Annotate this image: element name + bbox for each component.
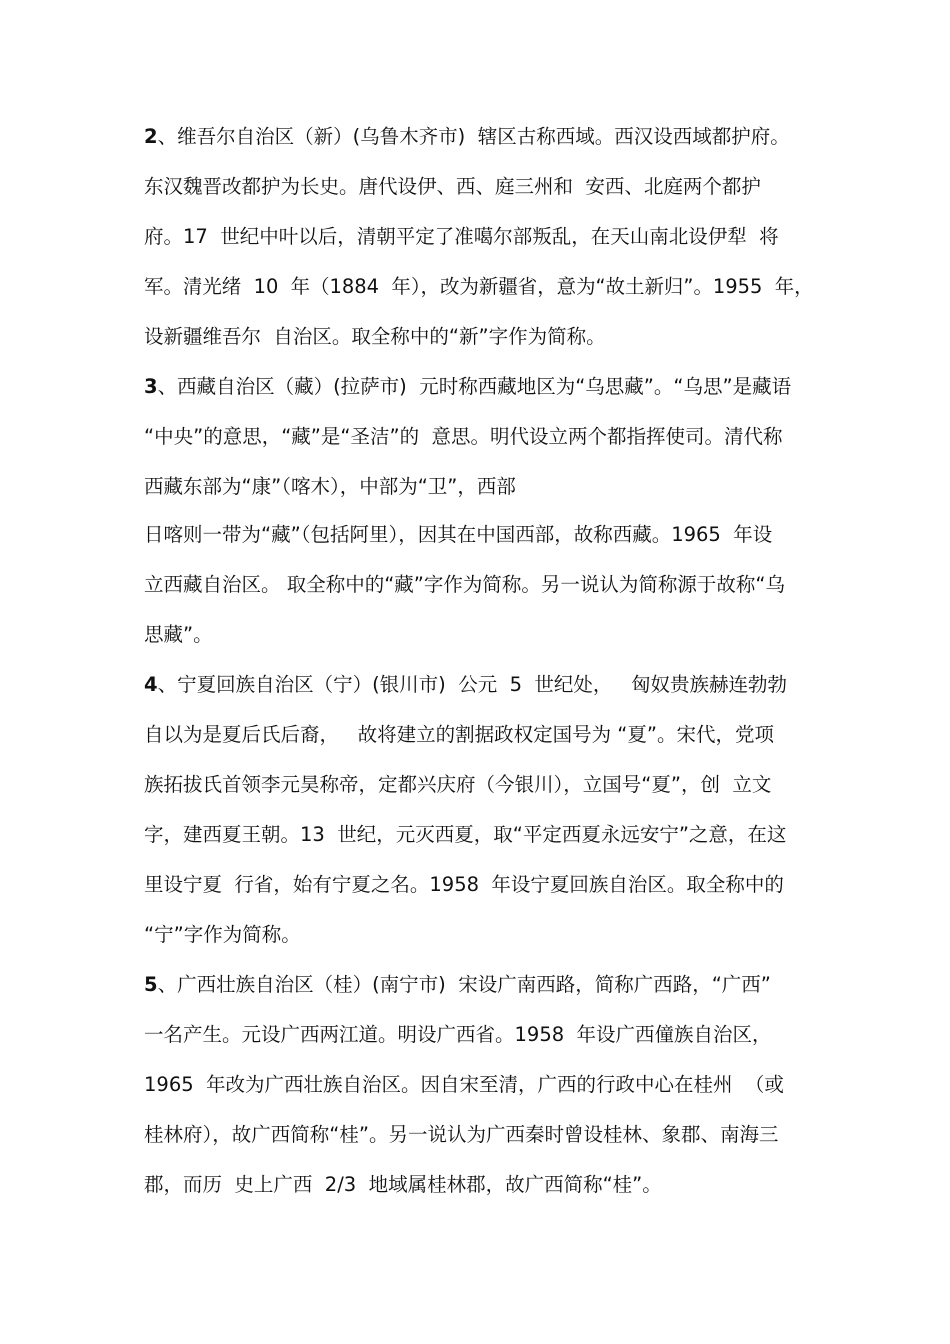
section-number: 4 (144, 673, 158, 696)
paragraph-line (144, 872, 814, 898)
line-text: 1965 年改为广西壮族自治区。因自宋至清，广西的行政中心在桂州 （或 (144, 1073, 784, 1096)
paragraph-line (144, 1122, 814, 1148)
line-text: 里设宁夏 行省，始有宁夏之名。1958 年设宁夏回族自治区。取全称中的 (144, 873, 784, 896)
paragraph-line (144, 972, 814, 998)
line-text: 郡，而历 史上广西 2/3 地域属桂林郡，故广西简称“桂”。 (144, 1173, 662, 1196)
paragraph-line (144, 474, 814, 500)
paragraph-line (144, 174, 814, 200)
line-text: 、宁夏回族自治区（宁）(银川市) 公元 5 世纪处， 匈奴贵族赫连勃勃 (157, 673, 787, 696)
paragraph-line (144, 324, 814, 350)
section-number: 2 (144, 125, 158, 148)
line-text: 府。17 世纪中叶以后，清朝平定了准噶尔部叛乱，在天山南北设伊犁 将 (144, 225, 779, 248)
line-text: 思藏”。 (144, 623, 213, 646)
line-text: 字，建西夏王朝。13 世纪，元灭西夏，取“平定西夏永远安宁”之意，在这 (144, 823, 787, 846)
paragraph-line (144, 1022, 814, 1048)
line-text: 军。清光绪 10 年（1884 年），改为新疆省，意为“故土新归”。1955 年， (144, 275, 814, 298)
line-text: 一名产生。元设广西两江道。明设广西省。1958 年设广西僮族自治区， (144, 1023, 772, 1046)
paragraph-line (144, 1172, 814, 1198)
paragraph-line (144, 922, 814, 948)
line-text: “宁”字作为简称。 (144, 923, 301, 946)
line-text: 自以为是夏后氏后裔， 故将建立的割据政权定国号为 “夏”。宋代，党项 (144, 723, 774, 746)
paragraph-line (144, 722, 814, 748)
paragraph-line (144, 124, 814, 150)
paragraph-line (144, 822, 814, 848)
paragraph-line (144, 374, 814, 400)
paragraph-line (144, 424, 814, 450)
paragraph-line (144, 224, 814, 250)
paragraph-line (144, 572, 814, 598)
line-text: 、维吾尔自治区（新）(乌鲁木齐市) 辖区古称西域。西汉设西域都护府。 (157, 125, 790, 148)
paragraph-line (144, 622, 814, 648)
line-text: 西藏东部为“康”（喀木），中部为“卫”，西部 (144, 475, 516, 498)
line-text: 、广西壮族自治区（桂）(南宁市) 宋设广南西路，简称广西路，“广西” (157, 973, 771, 996)
line-text: 日喀则一带为“藏”（包括阿里），因其在中国西部，故称西藏。1965 年设 (144, 523, 773, 546)
line-text: 设新疆维吾尔 自治区。取全称中的“新”字作为简称。 (144, 325, 606, 348)
paragraph-line (144, 1072, 814, 1098)
line-text: 桂林府），故广西简称“桂”。另一说认为广西秦时曾设桂林、象郡、南海三 (144, 1123, 779, 1146)
paragraph-line (144, 274, 812, 300)
line-text: “中央”的意思，“藏”是“圣洁”的 意思。明代设立两个都指挥使司。清代称 (144, 425, 783, 448)
section-number: 3 (144, 375, 158, 398)
line-text: 东汉魏晋改都护为长史。唐代设伊、西、庭三州和 安西、北庭两个都护 (144, 175, 761, 198)
paragraph-line (144, 772, 814, 798)
line-text: 、西藏自治区（藏）(拉萨市) 元时称西藏地区为“乌思藏”。“乌思”是藏语 (157, 375, 792, 398)
line-text: 族拓拔氏首领李元昊称帝，定都兴庆府（今银川），立国号“夏”，创 立文 (144, 773, 772, 796)
line-text: 立西藏自治区。 取全称中的“藏”字作为简称。另一说认为简称源于故称“乌 (144, 573, 786, 596)
paragraph-line (144, 672, 814, 698)
section-number: 5 (144, 973, 158, 996)
paragraph-line (144, 522, 814, 548)
